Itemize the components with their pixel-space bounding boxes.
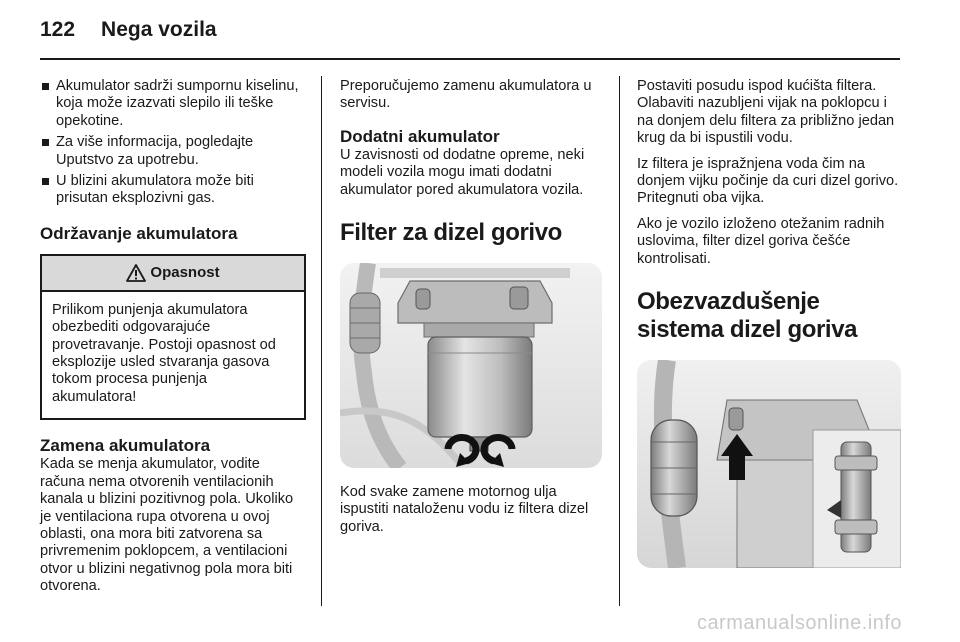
warning-list bbox=[40, 78, 306, 208]
header-rule bbox=[40, 58, 900, 60]
column-divider-2 bbox=[619, 76, 620, 606]
warning-triangle-icon bbox=[126, 264, 146, 282]
drain-complete-text: Iz filtera je ispražnjena voda čim na donjem vijku počinje da curi dizel gorivo. Pritegnuti oba vijka. bbox=[637, 155, 899, 207]
extra-battery-text: U zavisnosti od dodatne opreme, neki modeli vozila mogu imati dodatni akumulator pored akumulatora vozila. bbox=[340, 146, 585, 198]
diesel-filter-heading: Filter za dizel gorivo bbox=[340, 219, 562, 247]
danger-text: Prilikom punjenja akumulatora obezbediti odgovarajuće provetravanje. Postoji opasnost od eksplozije usled stvaranja gasova tokom procesa punjenja akumulatora! bbox=[52, 301, 276, 405]
filter-caption: Kod svake zamene motornog ulja ispustiti nataloženu vodu iz filtera dizel goriva. bbox=[340, 484, 589, 535]
column-1 bbox=[40, 78, 306, 596]
watermark: carmanualsonline.info bbox=[696, 612, 902, 634]
maintenance-heading: Održavanje akumulatora bbox=[40, 223, 238, 243]
drain-instructions: Postaviti posudu ispod kućišta filtera. Olabaviti nazubljeni vijak na poklopcu i na donjem delu filtera za približno jedan krug da bi ispustili vodu. bbox=[637, 78, 895, 147]
service-recommendation: Preporučujemo zamenu akumulatora u servisu. bbox=[340, 78, 592, 112]
list-item: Za više informacija, pogledajte Uputstvo za upotrebu. bbox=[40, 134, 306, 169]
fuel-bleed-illustration bbox=[637, 360, 901, 568]
column-divider-1 bbox=[321, 76, 322, 606]
danger-title: Opasnost bbox=[150, 264, 220, 282]
danger-box bbox=[40, 254, 306, 420]
page-title: Nega vozila bbox=[101, 18, 217, 41]
bleed-system-heading: Obezvazdušenje sistema dizel goriva bbox=[637, 288, 858, 344]
page-header bbox=[40, 18, 217, 42]
page-number: 122 bbox=[40, 18, 76, 41]
list-item: Akumulator sadrži sumpornu kiselinu, koja može izazvati slepilo ili teške opekotine. bbox=[40, 78, 306, 130]
column-3 bbox=[637, 78, 905, 568]
extra-battery-heading: Dodatni akumulator bbox=[340, 126, 500, 146]
danger-box-header bbox=[42, 256, 304, 292]
harsh-conditions-text: Ako je vozilo izloženo otežanim radnih uslovima, filter dizel goriva češće kontrolisati. bbox=[637, 215, 885, 267]
replacement-text: Kada se menja akumulator, vodite računa nema otvorenih ventilacionih kanala u blizini pozitivnog pola. Ukoliko je ventilaciona rupa otvorena u ovoj oblasti, ona mora biti zatvorena sa privremenim poklopcem, a ventilacioni otvor u blizini negativnog pola mora biti otvorena. bbox=[40, 456, 294, 595]
diesel-filter-illustration bbox=[340, 263, 602, 468]
list-item: U blizini akumulatora može biti prisutan eksplozivni gas. bbox=[40, 173, 306, 208]
column-2 bbox=[340, 78, 605, 536]
replacement-heading: Zamena akumulatora bbox=[40, 436, 211, 456]
